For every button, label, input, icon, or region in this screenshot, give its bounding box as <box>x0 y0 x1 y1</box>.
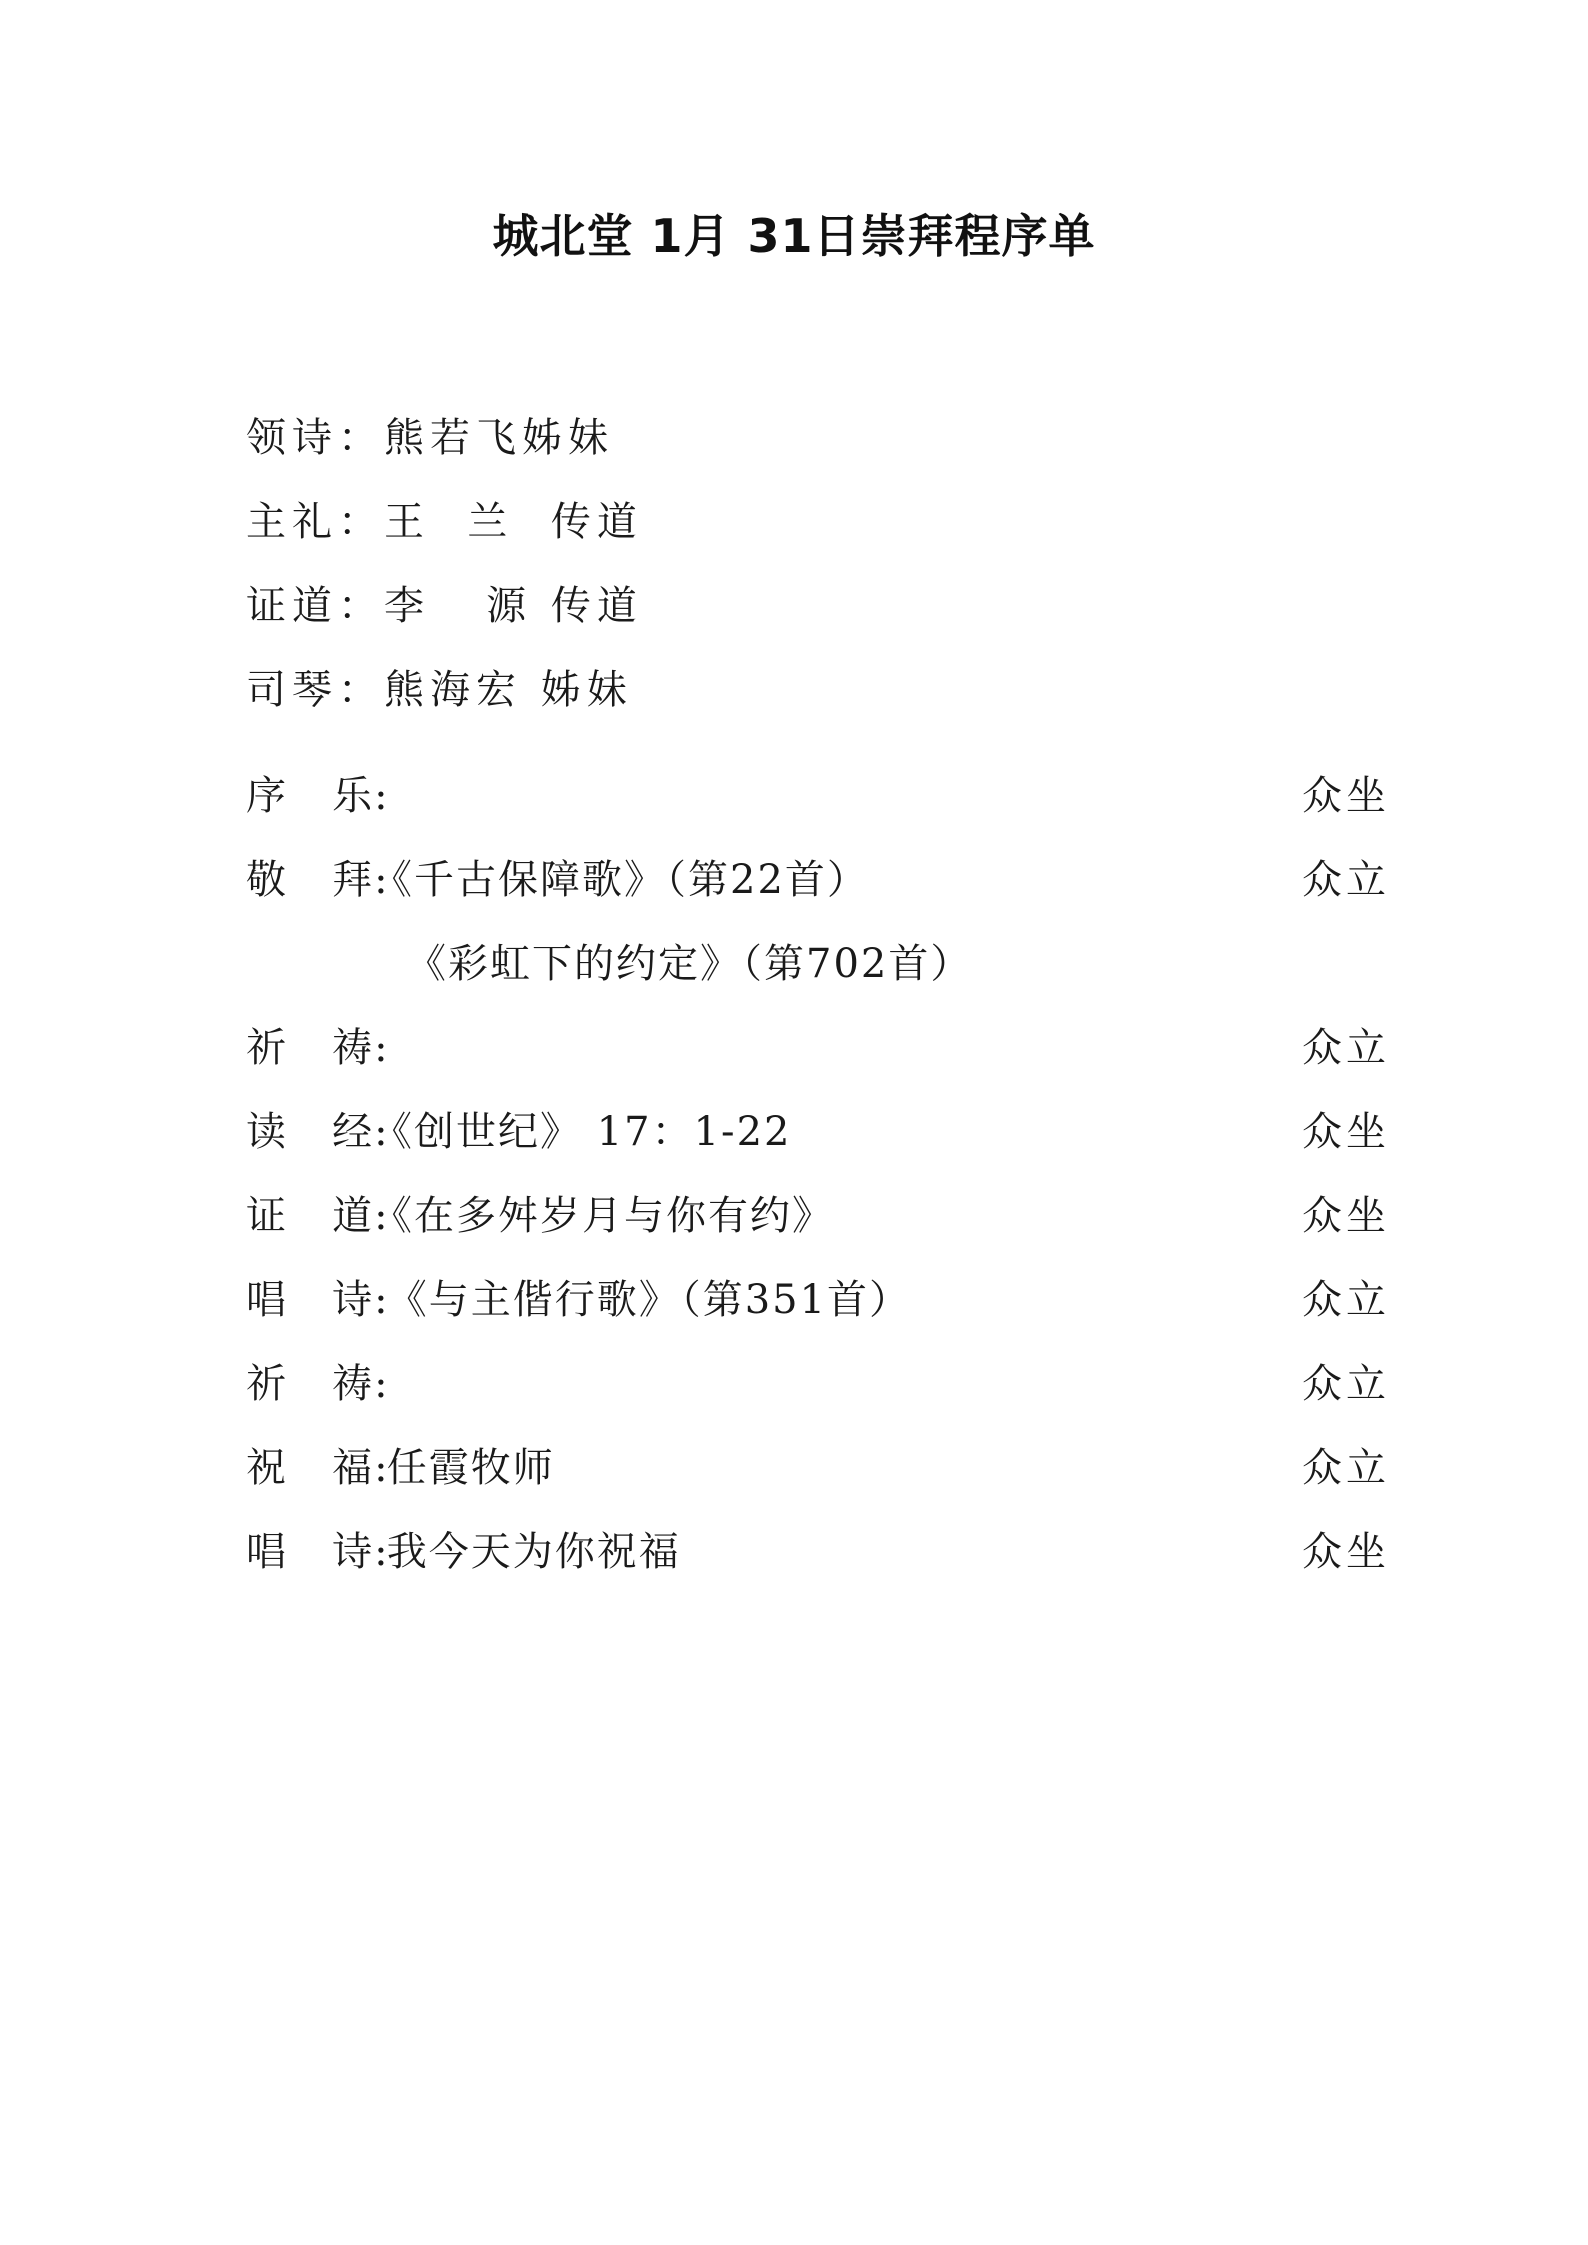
program-item-posture: 众坐 <box>1302 1193 1390 1239</box>
program-item-content: 《彩虹下的约定》（第702首） <box>406 941 973 987</box>
program-item-label: 祈 祷: <box>246 1361 390 1407</box>
staff-presider: 主礼：王 兰 传道 <box>246 499 643 545</box>
program-item-label: 唱 诗: <box>246 1277 390 1323</box>
program-item-content: 我今天为你祝福 <box>372 1529 681 1575</box>
program-item-posture: 众立 <box>1302 1361 1390 1407</box>
program-item-posture: 众立 <box>1302 1445 1390 1491</box>
staff-pianist: 司琴：熊海宏 姊妹 <box>246 667 633 713</box>
program-item-posture: 众坐 <box>1302 773 1390 819</box>
program-item-label: 祈 祷: <box>246 1025 390 1071</box>
program-item-sermon <box>246 1186 1390 1270</box>
program-item-content: 《在多舛岁月与你有约》 <box>372 1193 834 1239</box>
program-item-prayer <box>246 1018 1390 1102</box>
program-item-posture: 众立 <box>1302 1277 1390 1323</box>
staff-song-leader: 领诗：熊若飞姊妹 <box>246 415 614 461</box>
program-item-label: 序 乐: <box>246 773 390 819</box>
program-item-posture: 众立 <box>1302 857 1390 903</box>
program-item-benediction <box>246 1438 1390 1522</box>
program-item-prayer-closing <box>246 1354 1390 1438</box>
program-item-closing-hymn <box>246 1522 1390 1600</box>
program-item-label: 证 道: <box>246 1193 390 1239</box>
program-item-hymn <box>246 1270 1390 1354</box>
page-title: 城北堂 1月 31日崇拜程序单 <box>492 209 1096 263</box>
program-item-label: 敬 拜: <box>246 857 390 903</box>
program-item-content: 任霞牧师 <box>372 1445 555 1491</box>
program-item-scripture-reading <box>246 1102 1390 1186</box>
program-item-label: 祝 福: <box>246 1445 390 1491</box>
program-item-posture: 众坐 <box>1302 1109 1390 1155</box>
staff-list <box>246 408 643 744</box>
program-item-posture: 众坐 <box>1302 1529 1390 1575</box>
program-item-content: 《千古保障歌》（第22首） <box>372 857 869 903</box>
program-item-posture: 众立 <box>1302 1025 1390 1071</box>
program-item-worship-continued <box>246 934 1390 1018</box>
service-program <box>246 766 1390 1600</box>
program-item-content: 《与主偕行歌》（第351首） <box>372 1277 912 1323</box>
program-item-label: 读 经: <box>246 1109 390 1155</box>
program-item-label: 唱 诗: <box>246 1529 390 1575</box>
program-item-content: 《创世纪》 17：1-22 <box>372 1109 792 1155</box>
program-item-worship <box>246 850 1390 934</box>
program-item-prelude <box>246 766 1390 850</box>
staff-preacher: 证道：李 源 传道 <box>246 583 643 629</box>
